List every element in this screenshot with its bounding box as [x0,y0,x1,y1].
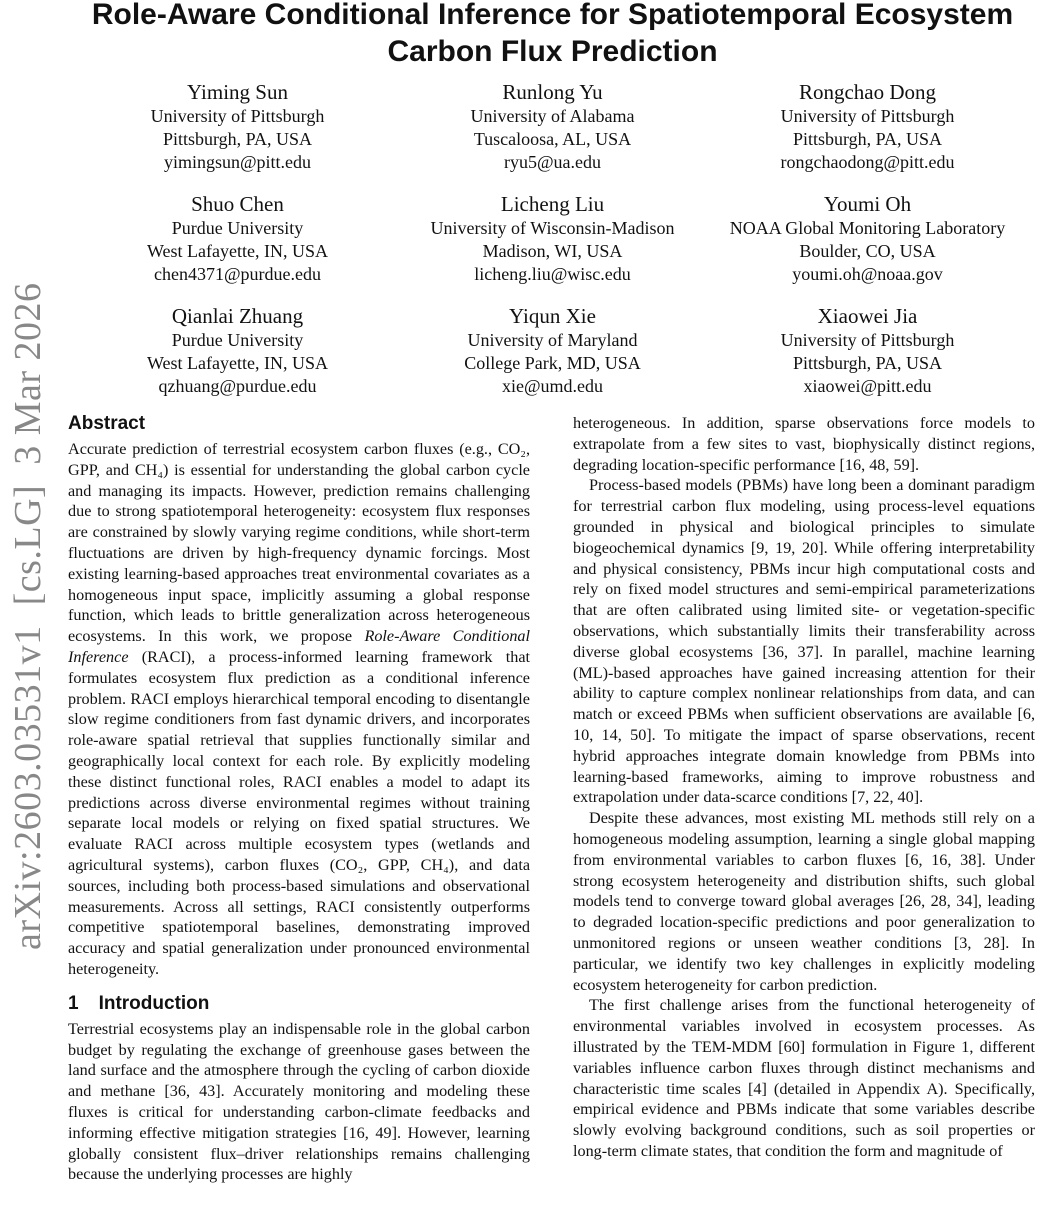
author-name: Yiqun Xie [509,304,596,328]
author-location: Pittsburgh, PA, USA [792,353,943,373]
author-affiliation: University of Pittsburgh [780,330,955,350]
author-name: Shuo Chen [191,192,284,216]
abstract-text: Accurate prediction of terrestrial ecosystem carbon fluxes (e.g., CO₂, GPP, and CH₄) is essential for understanding the global carbon cycle and managing its impacts. However, prediction remains challenging due to strong spatiotemporal heterogeneity: ecosystem flux responses are constrained by slowly varying regime conditions, while short-term fluctuations are driven by high-frequency dynamic forcings. Most existing learning-based approaches treat environmental covariates as a homogeneous input space, implicitly assuming a global response function, which leads to brittle generalization across heterogeneous ecosystems. In this work, we propose Role-Aware Conditional Inference (RACI), a process-informed learning framework that formulates ecosystem flux prediction as a conditional inference problem. RACI employs hierarchical temporal encoding to disentangle slow regime conditioners from fast dynamic drivers, and incorporates role-aware spatial retrieval that supplies functionally similar and geographically local context for each role. By explicitly modeling these distinct functional roles, RACI enables a model to adapt its predictions across diverse environmental regimes without training separate local models or relying on fixed spatial structures. We evaluate RACI across multiple ecosystem types (wetlands and agricultural systems), carbon fluxes (CO₂, GPP, CH₄), and data sources, including both process-based simulations and observational measurements. Across all settings, RACI consistently outperforms competitive spatiotemporal baselines, demonstrating improved accuracy and spatial generalization under pronounced environmental heterogeneity. [68,440,530,978]
author-name: Youmi Oh [823,192,912,216]
right-column [573,413,1035,1162]
author-block [710,192,1025,286]
intro-paragraph-2: Process-based models (PBMs) have long been a dominant paradigm for terrestrial carbon flux modeling, using process-level equations grounded in physical and biological principles to simulate biogeochemical dynamics [9, 19, 20]. While offering interpretability and physical consistency, PBMs incur high computational costs and rely on fixed model structures and semi-empirical parameterizations that are often calibrated using limited site- or vegetation-specific observations, which substantially limits their transferability across diverse global ecosystems [36, 37]. In parallel, machine learning (ML)-based approaches have gained increasing attention for their ability to capture complex nonlinear relationships from data, and can match or exceed PBMs when sufficient observations are available [6, 10, 14, 50]. To mitigate the impact of sparse observations, recent hybrid approaches integrate domain knowledge from PBMs into learning-based frameworks, aiming to improve robustness and extrapolation under data-scarce conditions [7, 22, 40]. [573,476,1035,807]
author-location: West Lafayette, IN, USA [147,353,328,373]
author-name: Rongchao Dong [798,80,937,104]
abstract-heading: Abstract [68,413,146,434]
arxiv-identifier: arXiv:2603.03531v1 [cs.LG] 3 Mar 2026 [7,282,49,950]
paper-title: Role-Aware Conditional Inference for Spatiotemporal Ecosystem Carbon Flux Prediction [91,0,1014,68]
author-email[interactable]: ryu5@ua.edu [503,152,602,172]
author-affiliation: Purdue University [171,330,304,350]
left-column [68,412,530,1206]
author-list [80,80,1030,398]
author-block [395,80,710,174]
intro-paragraph-1-continued: heterogeneous. In addition, sparse observations force models to extrapolate from a few sites to vast, biophysically distinct regions, degrading location-specific performance [16, 48, 59]. [573,414,1035,474]
author-affiliation: University of Alabama [470,106,635,126]
author-affiliation: Purdue University [171,218,304,238]
author-email[interactable]: xiaowei@pitt.edu [803,376,932,396]
author-location: Pittsburgh, PA, USA [792,129,943,149]
author-block [710,304,1025,398]
author-affiliation: University of Wisconsin-Madison [430,218,675,238]
author-affiliation: University of Pittsburgh [150,106,325,126]
intro-paragraph-4: The first challenge arises from the functional heterogeneity of environmental variables involved in ecosystem processes. As illustrated by the TEM-MDM [60] formulation in Figure 1, different variables influence carbon fluxes through distinct mechanisms and characteristic time scales [4] (detailed in Appendix A). Specifically, empirical evidence and PBMs indicate that some variables describe slowly evolving background conditions, such as soil properties or long-term climate states, that condition the form and magnitude of [573,996,1035,1160]
author-email[interactable]: qzhuang@purdue.edu [158,376,317,396]
author-block [80,304,395,398]
author-name: Qianlai Zhuang [171,304,304,328]
author-block [80,80,395,174]
author-block [80,192,395,286]
author-location: College Park, MD, USA [464,353,641,373]
author-affiliation: University of Pittsburgh [780,106,955,126]
introduction-heading: 1 Introduction [68,992,210,1014]
author-name: Runlong Yu [502,80,603,104]
author-name: Xiaowei Jia [817,304,918,328]
author-email[interactable]: licheng.liu@wisc.edu [474,264,631,284]
author-location: Pittsburgh, PA, USA [162,129,313,149]
author-email[interactable]: xie@umd.edu [501,376,604,396]
intro-paragraph-1: Terrestrial ecosystems play an indispensable role in the global carbon budget by regulating the exchange of greenhouse gases between the land surface and the atmosphere through the cycling of carbon dioxide and methane [36, 43]. Accurately monitoring and modeling these fluxes is critical for understanding carbon-climate feedbacks and informing effective mitigation strategies [16, 49]. However, learning globally consistent flux–driver relationships remains challenging because the underlying processes are highly [68,1019,530,1184]
author-email[interactable]: youmi.oh@noaa.gov [792,264,943,284]
author-name: Licheng Liu [500,192,605,216]
author-affiliation: University of Maryland [467,330,638,350]
author-email[interactable]: chen4371@purdue.edu [153,264,322,284]
author-location: West Lafayette, IN, USA [147,241,328,261]
author-email[interactable]: yimingsun@pitt.edu [163,152,312,172]
author-location: Boulder, CO, USA [799,241,936,261]
author-location: Tuscaloosa, AL, USA [473,129,632,149]
author-affiliation: NOAA Global Monitoring Laboratory [729,218,1006,238]
author-location: Madison, WI, USA [482,241,623,261]
author-block [710,80,1025,174]
author-block [395,304,710,398]
author-name: Yiming Sun [187,80,288,104]
intro-paragraph-3: Despite these advances, most existing ML methods still rely on a homogeneous modeling assumption, learning a single global mapping from environmental variables to carbon fluxes [6, 16, 38]. Under strong ecosystem heterogeneity and distribution shifts, such global models tend to converge toward global averages [26, 28, 34], leading to degraded location-specific predictions and poor generalization to unmonitored regions or unseen weather conditions [3, 28]. In particular, we identify two key challenges in explicitly modeling ecosystem heterogeneity for carbon prediction. [573,809,1035,994]
author-block [395,192,710,286]
author-email[interactable]: rongchaodong@pitt.edu [780,152,955,172]
